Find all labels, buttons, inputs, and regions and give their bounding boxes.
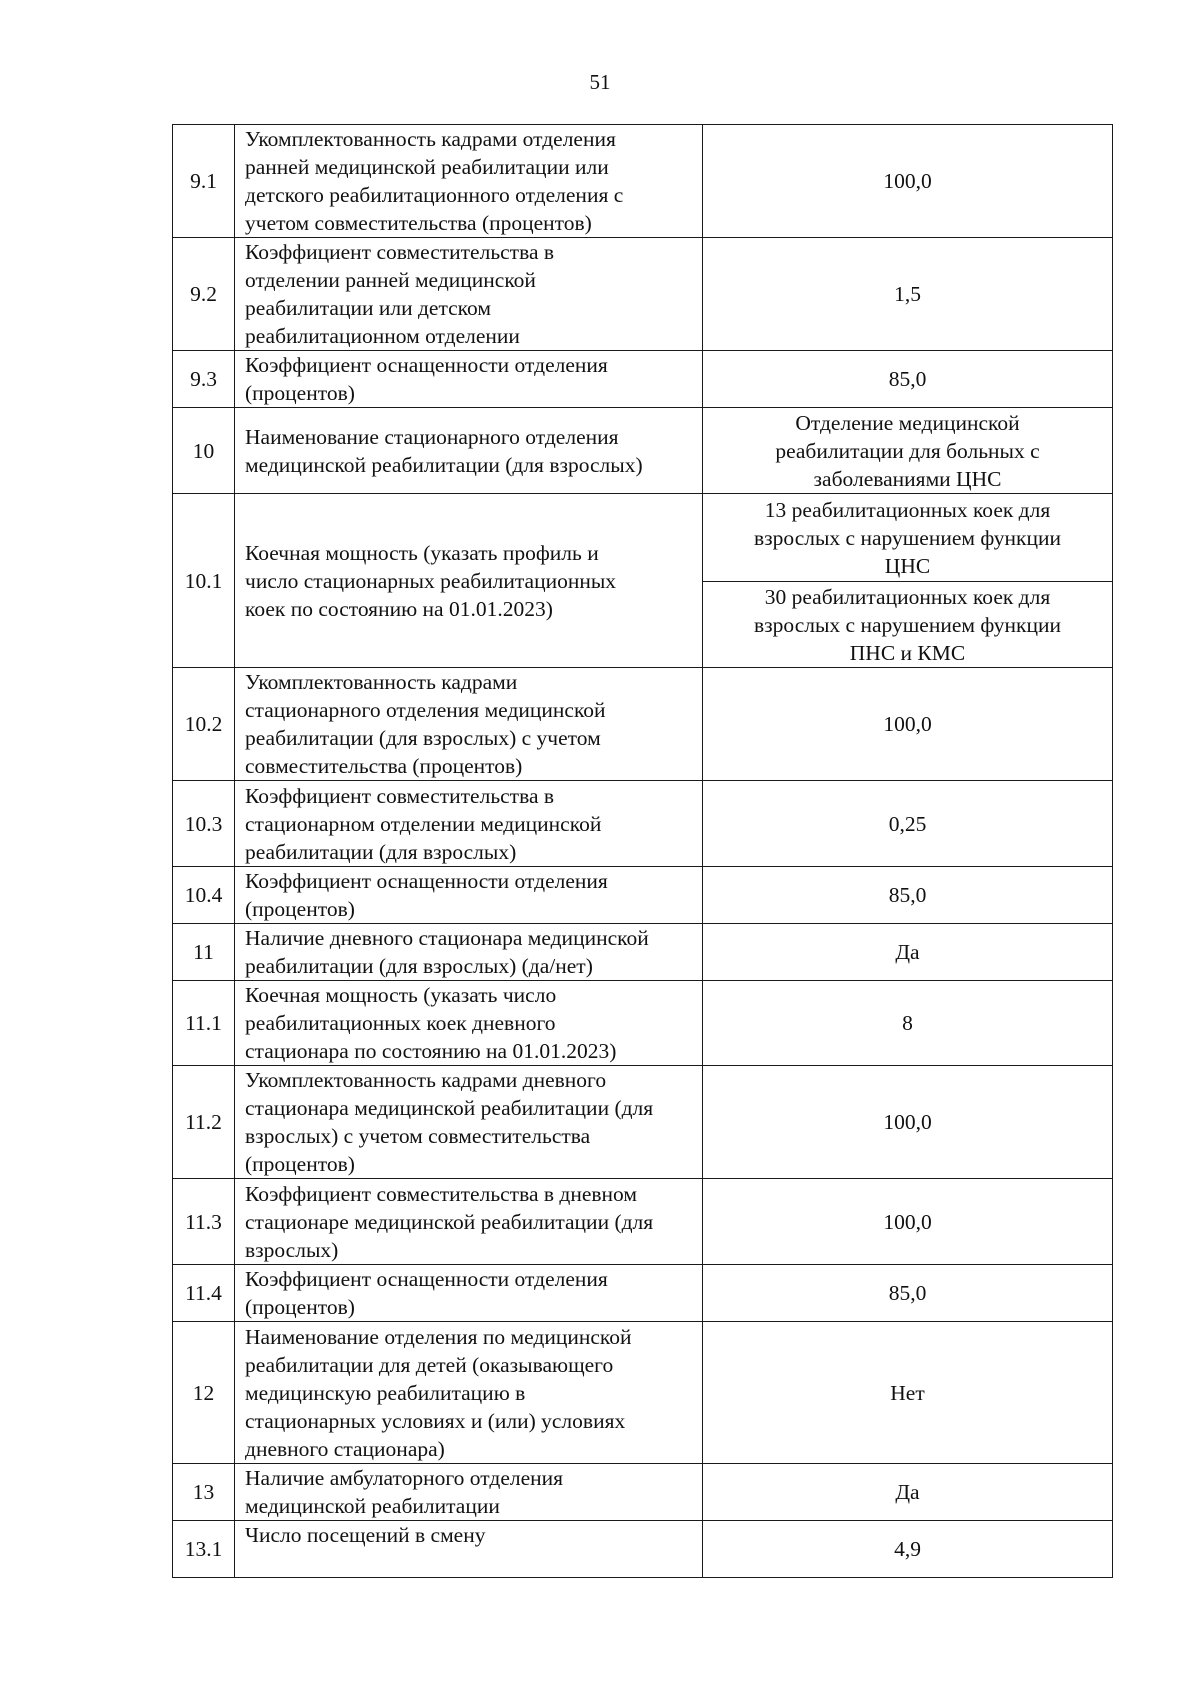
row-value: 1,5 [703,238,1113,351]
row-label: Укомплектованность кадрами дневного стационара медицинской реабилитации (для взрослых) с учетом совместительства (процентов) [235,1066,703,1179]
row-number: 11 [173,924,235,981]
table-row [173,668,1113,781]
row-number: 10.3 [173,781,235,867]
row-value: Отделение медицинской реабилитации для больных с заболеваниями ЦНС [703,408,1113,494]
row-label: Коэффициент оснащенности отделения (процентов) [235,867,703,924]
table-row [173,1265,1113,1322]
table-row [173,1066,1113,1179]
page-number: 51 [589,70,611,94]
row-number: 11.4 [173,1265,235,1322]
table-row [173,981,1113,1066]
row-value: 4,9 [703,1521,1113,1578]
row-value: Нет [703,1322,1113,1464]
row-label: Число посещений в смену [235,1521,703,1578]
table-row [173,1464,1113,1521]
table-row [173,1179,1113,1265]
row-label: Коэффициент совместительства в дневном стационаре медицинской реабилитации (для взрослых) [235,1179,703,1265]
row-label: Коечная мощность (указать профиль и число стационарных реабилитационных коек по состоянию на 01.01.2023) [235,494,703,668]
row-value: 100,0 [703,668,1113,781]
row-number: 9.2 [173,238,235,351]
table-row [173,125,1113,238]
row-number: 10.2 [173,668,235,781]
row-number: 10.1 [173,494,235,668]
table-row [173,924,1113,981]
row-label: Коэффициент совместительства в стационарном отделении медицинской реабилитации (для взрослых) [235,781,703,867]
row-number: 12 [173,1322,235,1464]
table-row [173,494,1113,582]
row-label: Наличие дневного стационара медицинской реабилитации (для взрослых) (да/нет) [235,924,703,981]
row-value: 8 [703,981,1113,1066]
row-label: Наличие амбулаторного отделения медицинской реабилитации [235,1464,703,1521]
table-row [173,351,1113,408]
row-label: Укомплектованность кадрами отделения ранней медицинской реабилитации или детского реабилитационного отделения с учетом совместительства (процентов) [235,125,703,238]
row-number: 11.1 [173,981,235,1066]
row-number: 9.1 [173,125,235,238]
row-label: Укомплектованность кадрами стационарного отделения медицинской реабилитации (для взрослых) с учетом совместительства (процентов) [235,668,703,781]
row-number: 13 [173,1464,235,1521]
row-value: Да [703,1464,1113,1521]
row-value: 85,0 [703,867,1113,924]
row-number: 10 [173,408,235,494]
row-number: 13.1 [173,1521,235,1578]
row-value: 85,0 [703,351,1113,408]
row-number: 9.3 [173,351,235,408]
row-value: Да [703,924,1113,981]
data-table [172,124,1113,1578]
row-value: 100,0 [703,125,1113,238]
row-value: 13 реабилитационных коек для взрослых с нарушением функции ЦНС [703,494,1113,582]
row-label: Коэффициент оснащенности отделения (процентов) [235,351,703,408]
table-row [173,1322,1113,1464]
row-value: 100,0 [703,1179,1113,1265]
row-number: 11.2 [173,1066,235,1179]
row-label: Коэффициент совместительства в отделении ранней медицинской реабилитации или детском реабилитационном отделении [235,238,703,351]
row-value: 0,25 [703,781,1113,867]
row-label: Коечная мощность (указать число реабилитационных коек дневного стационара по состоянию на 01.01.2023) [235,981,703,1066]
row-label: Наименование стационарного отделения медицинской реабилитации (для взрослых) [235,408,703,494]
table-row [173,1521,1113,1578]
table-row [173,238,1113,351]
table-row [173,867,1113,924]
table-row [173,781,1113,867]
row-value: 30 реабилитационных коек для взрослых с нарушением функции ПНС и КМС [703,582,1113,668]
row-value: 100,0 [703,1066,1113,1179]
row-label: Наименование отделения по медицинской реабилитации для детей (оказывающего медицинскую реабилитацию в стационарных условиях и (или) условиях дневного стационара) [235,1322,703,1464]
row-number: 11.3 [173,1179,235,1265]
row-value: 85,0 [703,1265,1113,1322]
table-row [173,408,1113,494]
row-label: Коэффициент оснащенности отделения (процентов) [235,1265,703,1322]
row-number: 10.4 [173,867,235,924]
